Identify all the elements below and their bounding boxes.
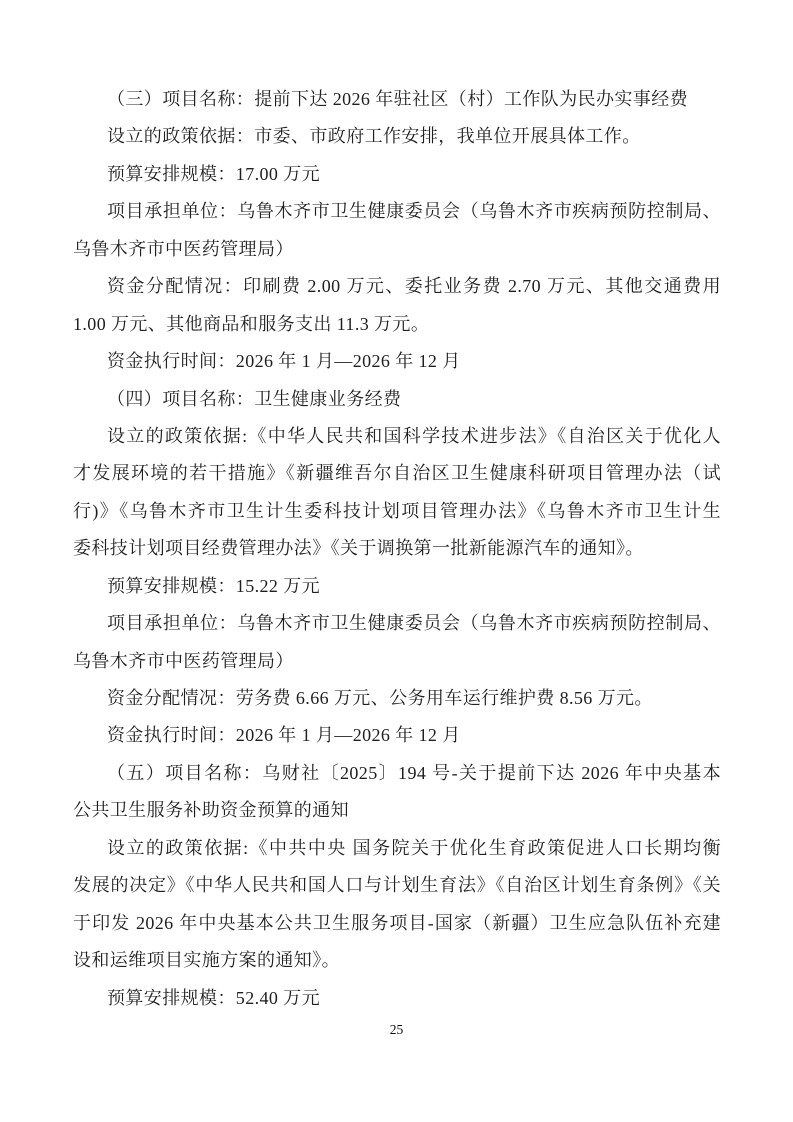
page-number: 25 (389, 1022, 404, 1037)
text-line: 预算安排规模：15.22 万元 (107, 575, 320, 596)
text-line: 资金执行时间：2026 年 1 月—2026 年 12 月 (107, 725, 461, 746)
text-line: 设立的政策依据:《中共中央 国务院关于优化生育政策促进人口长期均衡 (107, 837, 721, 858)
text-line: 委科技计划项目经费管理办法》《关于调换第一批新能源汽车的通知》。 (73, 538, 644, 559)
text-line: 于印发 2026 年中央基本公共卫生服务项目-国家（新疆）卫生应急队伍补充建 (73, 912, 721, 933)
text-line: 设立的政策依据：市委、市政府工作安排，我单位开展具体工作。 (107, 126, 641, 147)
text-line: 公共卫生服务补助资金预算的通知 (73, 800, 349, 821)
text-line: 预算安排规模：52.40 万元 (107, 987, 320, 1008)
text-line: 资金分配情况：印刷费 2.00 万元、委托业务费 2.70 万元、其他交通费用 (107, 276, 721, 297)
text-line: 行)》《乌鲁木齐市卫生计生委科技计划项目管理办法》《乌鲁木齐市卫生计生 (73, 500, 721, 521)
text-line: （四）项目名称：卫生健康业务经费 (107, 388, 402, 409)
text-line: 1.00 万元、其他商品和服务支出 11.3 万元。 (73, 313, 430, 334)
text-line: 乌鲁木齐市中医药管理局） (73, 650, 294, 671)
text-line: （三）项目名称：提前下达 2026 年驻社区（村）工作队为民办实事经费 (107, 89, 688, 109)
text-line: 资金分配情况：劳务费 6.66 万元、公务用车运行维护费 8.56 万元。 (107, 688, 653, 708)
text-line: 乌鲁木齐市中医药管理局） (73, 238, 294, 259)
text-line: 发展的决定》《中华人民共和国人口与计划生育法》《自治区计划生育条例》《关 (73, 875, 721, 896)
text-line: 设和运维项目实施方案的通知》。 (73, 950, 340, 971)
text-line: 项目承担单位：乌鲁木齐市卫生健康委员会（乌鲁木齐市疾病预防控制局、 (107, 201, 721, 222)
text-line: 才发展环境的若干措施》《新疆维吾尔自治区卫生健康科研项目管理办法（试 (73, 463, 721, 484)
text-line: 项目承担单位：乌鲁木齐市卫生健康委员会（乌鲁木齐市疾病预防控制局、 (107, 613, 721, 634)
text-line: （五）项目名称：乌财社〔2025〕194 号-关于提前下达 2026 年中央基本 (107, 762, 721, 783)
text-line: 资金执行时间：2026 年 1 月—2026 年 12 月 (107, 351, 461, 372)
document-body (73, 81, 721, 1017)
text-line: 设立的政策依据:《中华人民共和国科学技术进步法》《自治区关于优化人 (107, 425, 721, 446)
text-line: 预算安排规模：17.00 万元 (107, 163, 320, 184)
